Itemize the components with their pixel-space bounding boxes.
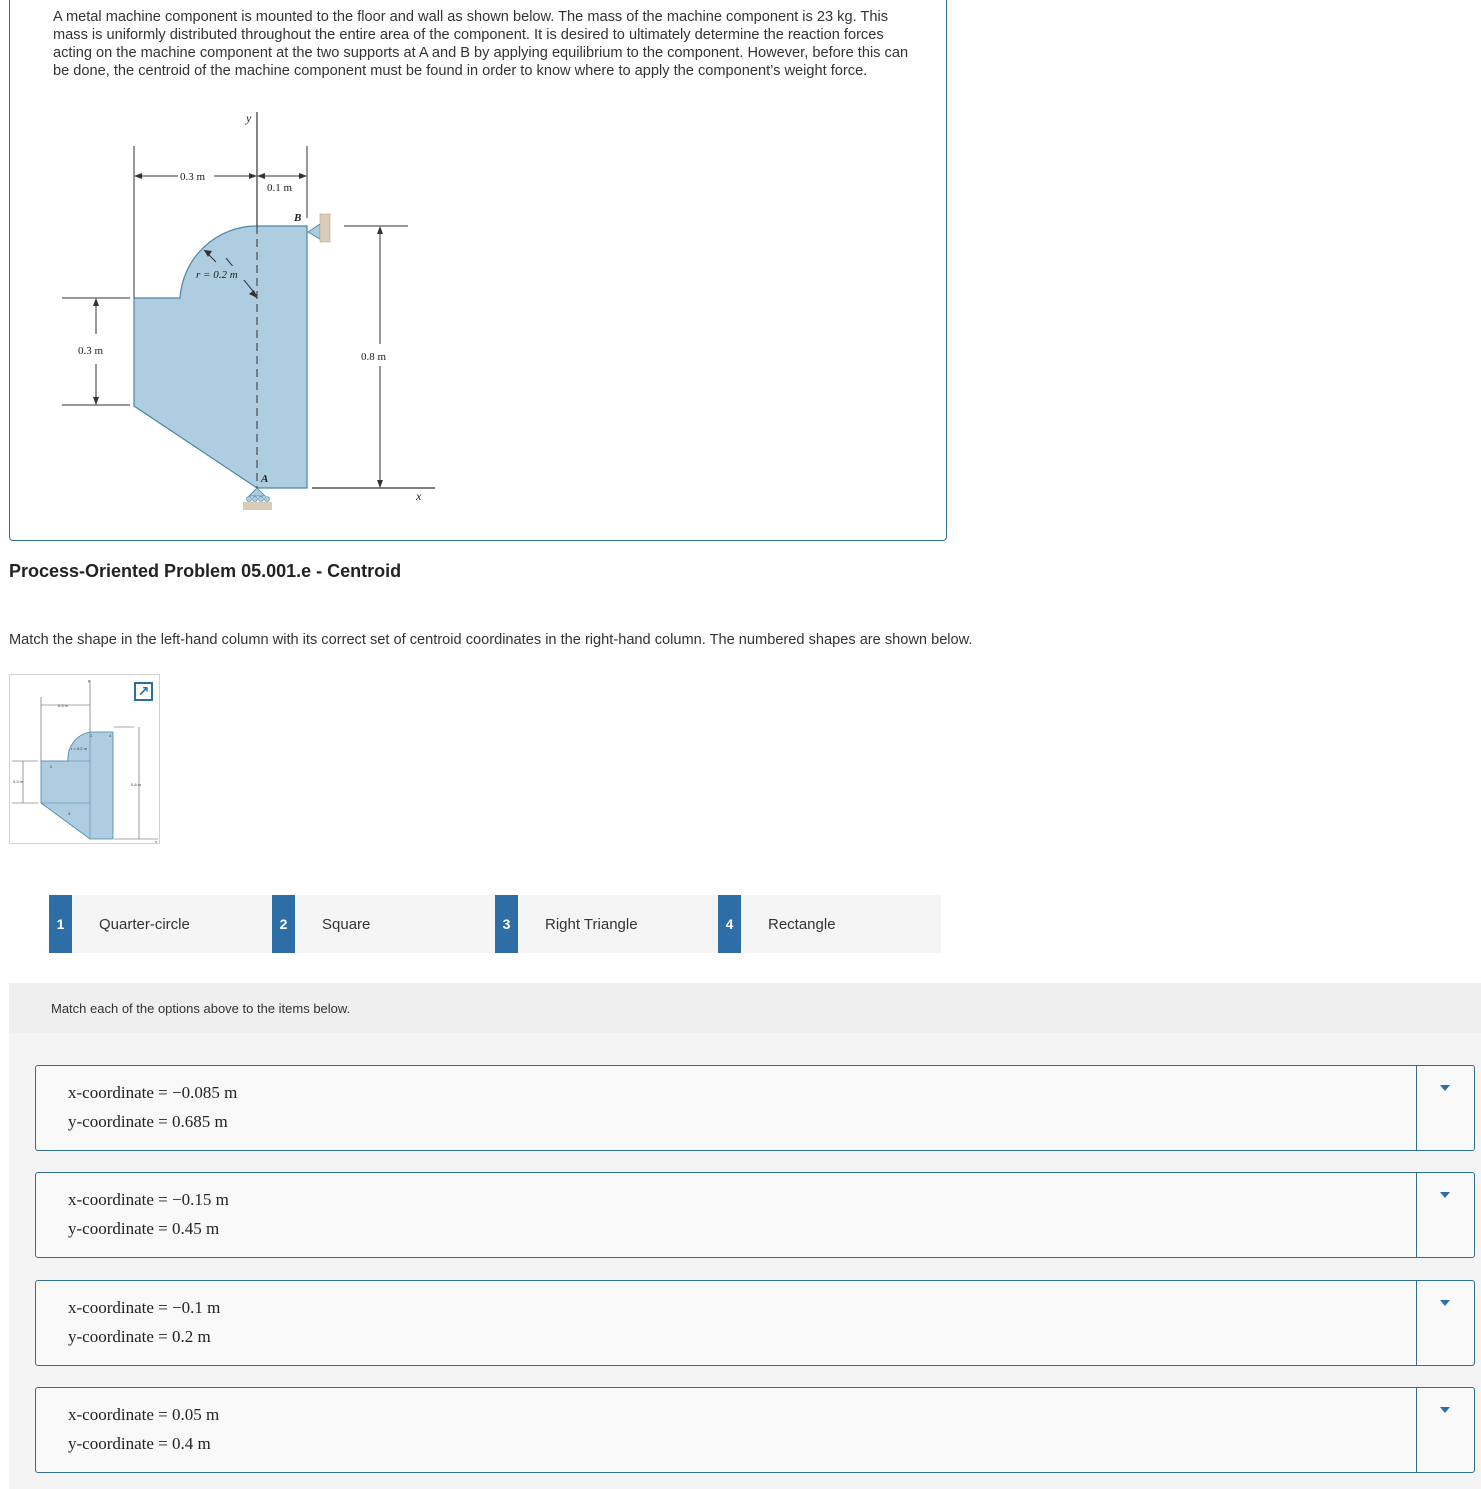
option-number-badge: 4 — [718, 895, 741, 953]
instruction-text: Match the shape in the left-hand column with its correct set of centroid coordinates in the right-hand column. The numbered shapes are shown below. — [9, 632, 973, 648]
match-item-4[interactable] — [35, 1387, 1475, 1473]
problem-statement-box — [9, 0, 947, 541]
option-number-badge: 3 — [495, 895, 518, 953]
option-number-badge: 2 — [272, 895, 295, 953]
thumb-label-left-height: 0.3 m — [13, 779, 24, 784]
answer-dropdown[interactable] — [1416, 1173, 1474, 1257]
dim-width-left: 0.3 m — [180, 171, 206, 183]
caret-down-icon — [1440, 1085, 1450, 1091]
match-header-text: Match each of the options above to the items below. — [51, 1001, 351, 1016]
y-coordinate: y-coordinate = 0.2 m — [68, 1327, 211, 1346]
thumb-label-x: x — [155, 839, 157, 843]
support-a-pin — [249, 488, 265, 496]
expand-arrow-icon: ↗ — [137, 683, 150, 699]
shapes-thumbnail[interactable] — [9, 674, 160, 844]
thumb-label-shape-1: 1 — [90, 733, 93, 738]
y-axis-label: y — [246, 111, 252, 125]
x-coordinate: x-coordinate = −0.085 m — [68, 1083, 238, 1102]
caret-down-icon — [1440, 1192, 1450, 1198]
match-item-1[interactable] — [35, 1065, 1475, 1151]
match-item-2[interactable] — [35, 1172, 1475, 1258]
match-header — [9, 983, 1481, 1033]
option-label: Square — [322, 915, 371, 933]
support-b-label: B — [294, 212, 302, 224]
thumb-label-width: 0.3 m — [58, 703, 69, 708]
y-coordinate: y-coordinate = 0.685 m — [68, 1112, 228, 1131]
match-item-3[interactable] — [35, 1280, 1475, 1366]
problem-statement-text: A metal machine component is mounted to the floor and wall as shown below. The mass of the machine component is 23 kg. This mass is uniformly distributed throughout the entire area of the component. It is desired to ultimately determine the reaction forces acting on the machine component at the two supports at A and B by applying equilibrium to the component. However, before this can be done, the centroid of the machine component must be found in order to know where to apply the component’s weight force. — [53, 9, 909, 79]
thumb-label-shape-2: 2 — [50, 764, 53, 769]
option-quarter-circle[interactable] — [49, 895, 272, 953]
problem-title: Process-Oriented Problem 05.001.e - Centroid — [9, 561, 402, 581]
dim-left-height: 0.3 m — [78, 345, 104, 357]
answer-dropdown[interactable] — [1416, 1388, 1474, 1472]
centroid-coordinates — [68, 1078, 237, 1136]
y-coordinate: y-coordinate = 0.4 m — [68, 1434, 211, 1453]
option-label: Rectangle — [768, 915, 836, 933]
centroid-coordinates — [68, 1185, 229, 1243]
answer-dropdown[interactable] — [1416, 1281, 1474, 1365]
dim-width-right: 0.1 m — [267, 182, 293, 194]
option-label: Right Triangle — [545, 915, 638, 933]
match-panel — [9, 983, 1481, 1489]
centroid-coordinates — [68, 1400, 219, 1458]
option-number-badge: 1 — [49, 895, 72, 953]
thumb-label-shape-4: 4 — [109, 733, 112, 738]
thumb-label-radius: r = 0.2 m — [71, 746, 87, 751]
radius-label: r = 0.2 m — [196, 269, 238, 281]
dim-total-height: 0.8 m — [361, 351, 387, 363]
support-b-pin — [308, 224, 320, 239]
x-coordinate: x-coordinate = −0.15 m — [68, 1190, 229, 1209]
thumb-label-total-height: 0.8 m — [131, 782, 142, 787]
support-a-label: A — [261, 473, 269, 485]
caret-down-icon — [1440, 1407, 1450, 1413]
thumb-label-shape-3: 3 — [68, 811, 71, 816]
centroid-coordinates — [68, 1293, 220, 1351]
options-row — [49, 895, 941, 953]
expand-image-button[interactable] — [134, 682, 153, 701]
thumb-label-y: y — [88, 678, 90, 683]
x-coordinate: x-coordinate = −0.1 m — [68, 1298, 221, 1317]
x-axis-label: x — [416, 489, 422, 503]
caret-down-icon — [1440, 1300, 1450, 1306]
option-label: Quarter-circle — [99, 915, 190, 933]
answer-dropdown[interactable] — [1416, 1066, 1474, 1150]
option-rectangle[interactable] — [718, 895, 941, 953]
component-shape — [134, 226, 307, 488]
y-coordinate: y-coordinate = 0.45 m — [68, 1219, 220, 1238]
option-square[interactable] — [272, 895, 495, 953]
x-coordinate: x-coordinate = 0.05 m — [68, 1405, 220, 1424]
machine-component-figure — [50, 108, 450, 518]
option-right-triangle[interactable] — [495, 895, 718, 953]
